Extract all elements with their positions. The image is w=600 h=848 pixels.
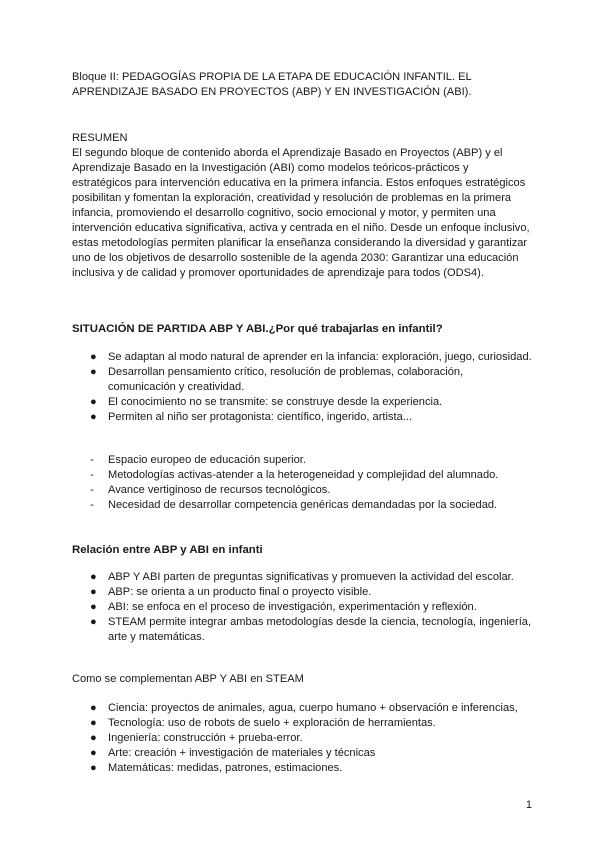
bullet-icon: ●	[90, 396, 97, 408]
dash-icon: -	[90, 454, 94, 466]
dash-icon: -	[90, 499, 94, 511]
document-title: Bloque II: PEDAGOGÍAS PROPIA DE LA ETAPA DE EDUCACIÓN INFANTIL. EL APRENDIZAJE BASADO EN PROYECTOS (ABP) Y EN INVESTIGACIÓN (ABI).	[72, 71, 472, 98]
bullet-icon: ●	[90, 601, 97, 613]
list-item-text: Arte: creación + investigación de materiales y técnicas	[108, 747, 376, 759]
bullet-icon: ●	[90, 747, 97, 759]
bullet-icon: ●	[90, 366, 97, 378]
steam-bullet-list	[72, 701, 532, 776]
section-heading-steam: Como se complementan ABP Y ABI en STEAM	[72, 673, 304, 685]
situacion-dash-list	[72, 453, 532, 513]
bullet-icon: ●	[90, 571, 97, 583]
list-item	[72, 731, 532, 746]
list-item-text: ABP Y ABI parten de preguntas significativas y promueven la actividad del escolar.	[108, 571, 514, 583]
list-item-text: Permiten al niño ser protagonista: científico, ingerido, artista...	[108, 411, 413, 423]
situacion-bullet-list	[72, 350, 532, 425]
list-item-text: STEAM permite integrar ambas metodologías desde la ciencia, tecnología, ingeniería, arte y matemáticas.	[108, 616, 532, 643]
list-item	[72, 761, 532, 776]
list-item-text: Ciencia: proyectos de animales, agua, cuerpo humano + observación e inferencias,	[108, 702, 518, 714]
list-item	[72, 350, 532, 365]
list-item-text: Avance vertiginoso de recursos tecnológicos.	[108, 484, 331, 496]
page-number: 1	[525, 799, 532, 811]
dash-icon: -	[90, 484, 94, 496]
list-item	[72, 585, 532, 600]
list-item	[72, 615, 532, 645]
bullet-icon: ●	[90, 702, 97, 714]
list-item	[72, 701, 532, 716]
list-item-text: ABI: se enfoca en el proceso de investigación, experimentación y reflexión.	[108, 601, 477, 613]
list-item-text: Tecnología: uso de robots de suelo + exploración de herramientas.	[108, 717, 436, 729]
dash-icon: -	[90, 469, 94, 481]
bullet-icon: ●	[90, 732, 97, 744]
list-item	[72, 365, 532, 395]
list-item	[72, 453, 532, 468]
relacion-bullet-list	[72, 570, 532, 645]
list-item-text: Ingeniería: construcción + prueba-error.	[108, 732, 303, 744]
bullet-icon: ●	[90, 586, 97, 598]
bullet-icon: ●	[90, 411, 97, 423]
list-item-text: El conocimiento no se transmite: se construye desde la experiencia.	[108, 396, 443, 408]
list-item	[72, 746, 532, 761]
list-item	[72, 570, 532, 585]
list-item-text: Matemáticas: medidas, patrones, estimaciones.	[108, 762, 343, 774]
list-item	[72, 483, 532, 498]
list-item	[72, 716, 532, 731]
list-item	[72, 498, 532, 513]
list-item	[72, 395, 532, 410]
list-item-text: Metodologías activas-atender a la heterogeneidad y complejidad del alumnado.	[108, 469, 499, 481]
summary-heading: RESUMEN	[72, 132, 128, 144]
list-item-text: Necesidad de desarrollar competencia genéricas demandadas por la sociedad.	[108, 499, 498, 511]
list-item-text: Desarrollan pensamiento crítico, resolución de problemas, colaboración, comunicación y creatividad.	[108, 366, 464, 393]
bullet-icon: ●	[90, 717, 97, 729]
summary-paragraph: El segundo bloque de contenido aborda el Aprendizaje Basado en Proyectos (ABP) y el Aprendizaje Basado en la Investigación (ABI) como modelos teóricos-prácticos y estratégicos para intervención educativa en la primera infancia. Estos enfoques estratégicos posibilitan y fomentan la exploración, creatividad y resolución de problemas en la primera infancia, promoviendo el desarrollo cognitivo, socio emocional y motor, y permiten una intervención educativa significativa, activa y centrada en el niño. Desde un enfoque inclusivo, estas metodologías permiten planificar la enseñanza considerando la diversidad y garantizar uno de los objetivos de desarrollo sostenible de la agenda 2030: Garantizar una educación inclusiva y de calidad y promover oportunidades de aprendizaje para todos (ODS4).	[72, 147, 530, 279]
list-item-text: Se adaptan al modo natural de aprender en la infancia: exploración, juego, curiosidad.	[108, 351, 532, 363]
bullet-icon: ●	[90, 762, 97, 774]
list-item	[72, 468, 532, 483]
bullet-icon: ●	[90, 351, 97, 363]
section-heading-relacion: Relación entre ABP y ABI en infanti	[72, 544, 263, 556]
list-item	[72, 410, 532, 425]
list-item	[72, 600, 532, 615]
list-item-text: ABP: se orienta a un producto final o proyecto visible.	[108, 586, 372, 598]
list-item-text: Espacio europeo de educación superior.	[108, 454, 306, 466]
bullet-icon: ●	[90, 616, 97, 628]
section-heading-situacion: SITUACIÓN DE PARTIDA ABP Y ABI.¿Por qué trabajarlas en infantil?	[72, 323, 443, 335]
